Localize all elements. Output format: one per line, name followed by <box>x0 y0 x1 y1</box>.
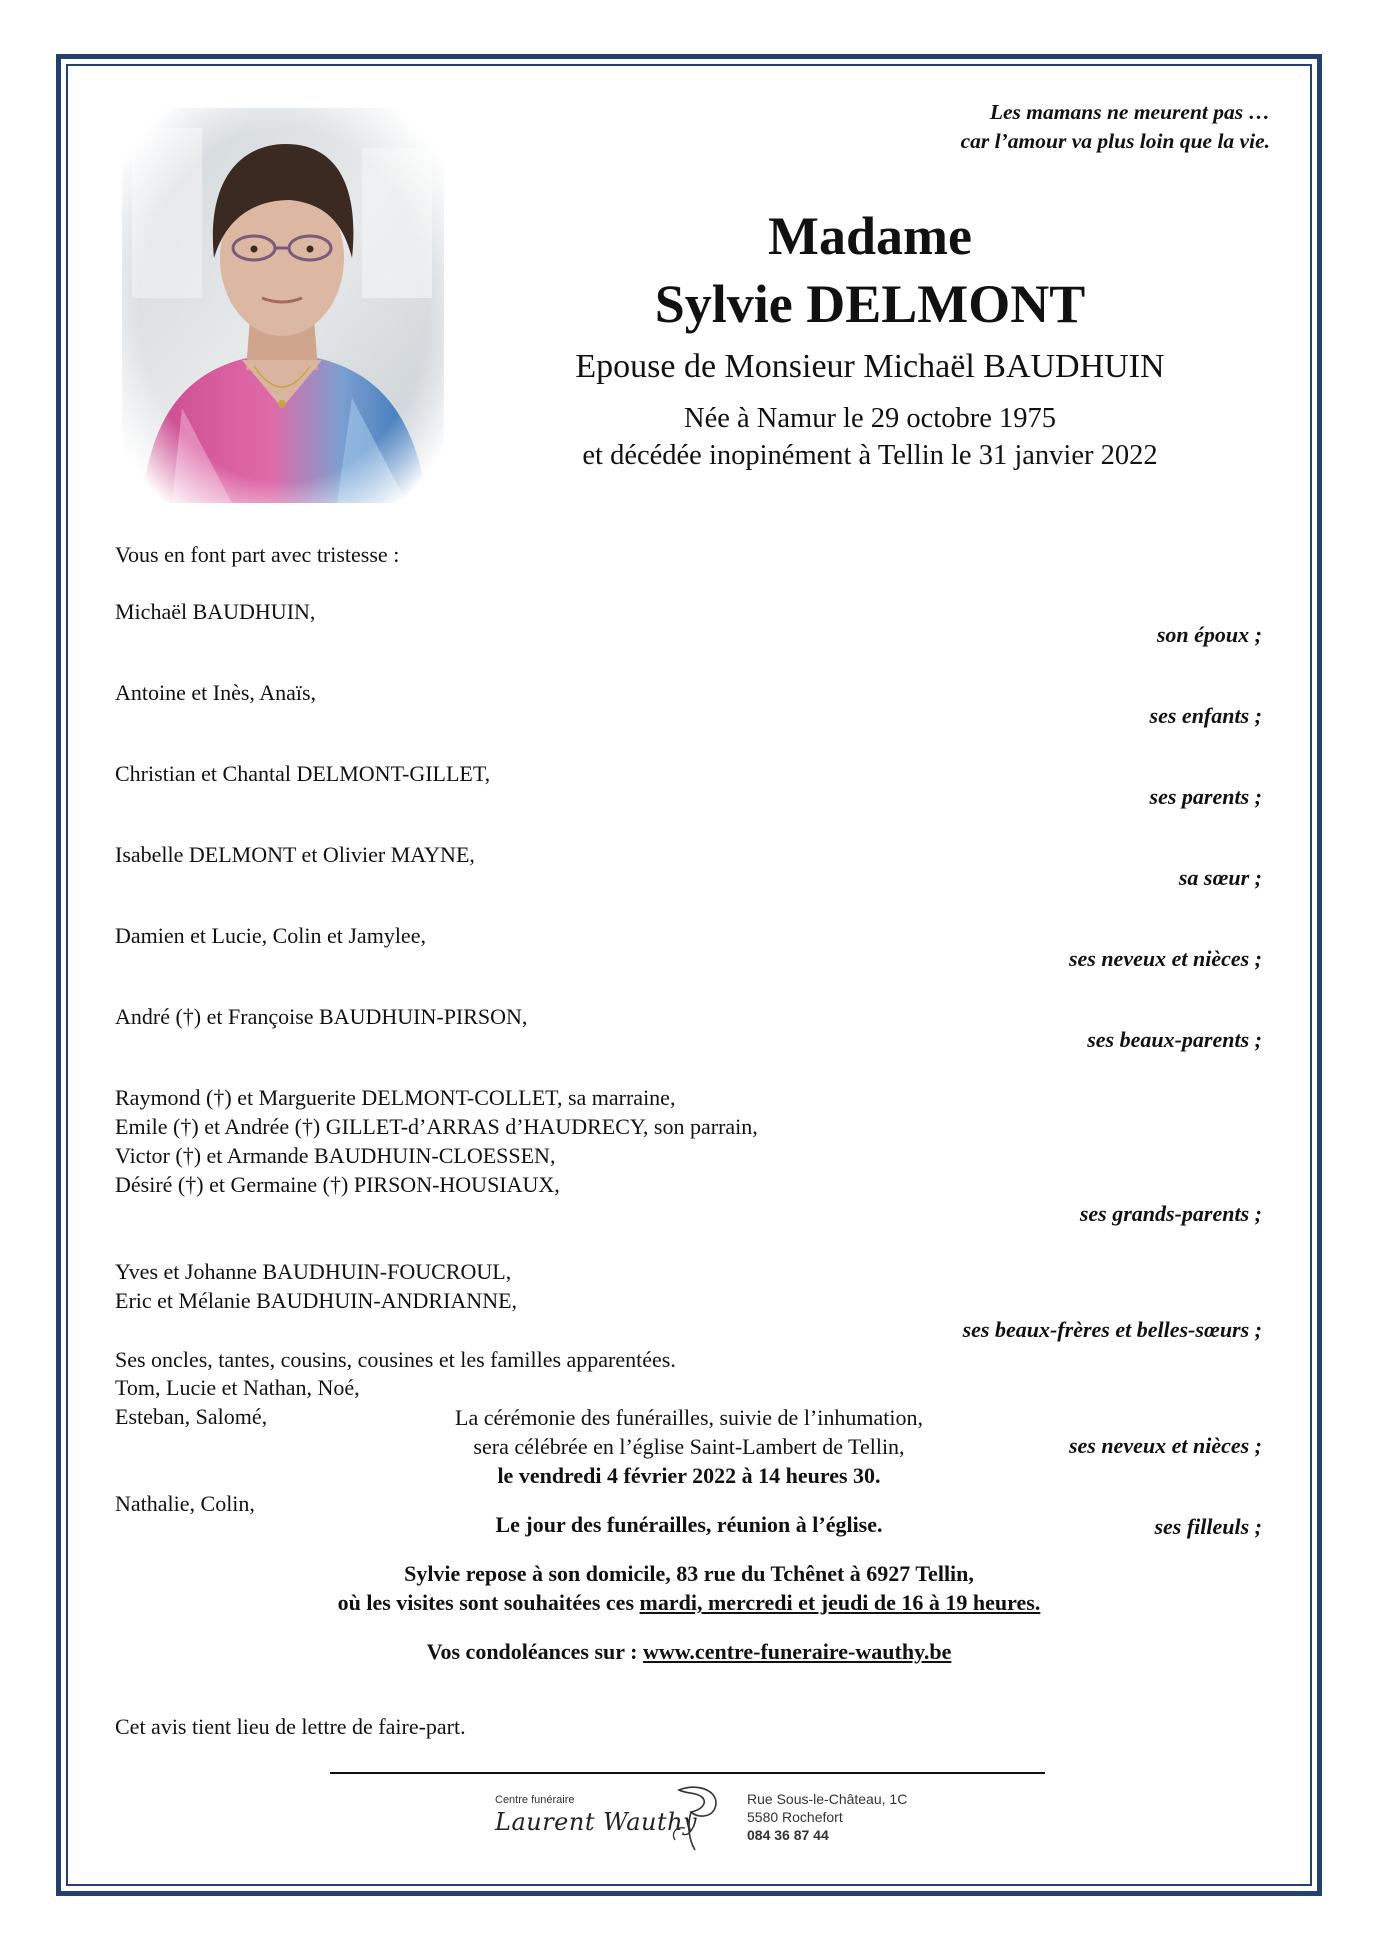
ceremony-line-2: sera célébrée en l’église Saint-Lambert de Tellin, <box>473 1434 905 1459</box>
family-group <box>115 921 1262 973</box>
death-line: et décédée inopinément à Tellin le 31 janvier 2022 <box>582 440 1158 471</box>
family-relation-label: ses parents ; <box>1149 784 1262 809</box>
family-relation-label: ses enfants ; <box>1149 703 1262 728</box>
family-relation-label: ses beaux-frères et belles-sœurs ; <box>962 1317 1262 1342</box>
family-member-line: André (†) et Françoise BAUDHUIN-PIRSON, <box>115 1004 528 1029</box>
family-group <box>115 1257 1262 1344</box>
logo-small-label: Centre funéraire <box>495 1794 575 1806</box>
family-member-line: Yves et Johanne BAUDHUIN-FOUCROUL, <box>115 1259 512 1284</box>
rest-location-line: Sylvie repose à son domicile, 83 rue du Tchênet à 6927 Tellin, <box>404 1561 974 1586</box>
family-relation-label: sa sœur ; <box>1178 865 1262 890</box>
honorific-title: Madame <box>768 206 972 266</box>
ceremony-line-1: La cérémonie des funérailles, suivie de l’inhumation, <box>455 1405 923 1430</box>
family-member-line: Damien et Lucie, Colin et Jamylee, <box>115 923 426 948</box>
deceased-identity <box>470 204 1270 474</box>
family-relation-label: ses beaux-parents ; <box>1087 1027 1262 1052</box>
birth-line: Née à Namur le 29 octobre 1975 <box>684 403 1056 434</box>
calla-lily-icon <box>665 1782 725 1852</box>
epigraph-line-1: Les mamans ne meurent pas … <box>989 100 1270 124</box>
family-group <box>115 1083 1262 1228</box>
funeral-home-logo <box>495 1782 1015 1866</box>
footer-divider <box>330 1772 1045 1774</box>
deceased-name: Sylvie DELMONT <box>654 274 1086 334</box>
family-group <box>115 678 1262 730</box>
visitation-details <box>200 1559 1178 1617</box>
family-names <box>115 1083 1262 1199</box>
family-group <box>115 759 1262 811</box>
ceremony-details <box>200 1403 1178 1490</box>
intro-line: Vous en font part avec tristesse : <box>115 542 400 567</box>
spouse-line: Epouse de Monsieur Michaël BAUDHUIN <box>575 348 1165 385</box>
family-relation-label: ses grands-parents ; <box>1079 1201 1262 1226</box>
family-relation-label: ses neveux et nièces ; <box>1068 946 1262 971</box>
family-member-line: Désiré (†) et Germaine (†) PIRSON-HOUSIAUX, <box>115 1172 560 1197</box>
visiting-hours-days: mardi, mercredi et jeudi de 16 à 19 heures. <box>639 1590 1041 1615</box>
family-member-line: Tom, Lucie et Nathan, Noé, <box>115 1375 360 1400</box>
family-relation-label: ses neveux et nièces ; <box>1068 1433 1262 1458</box>
ceremony-date: le vendredi 4 février 2022 à 14 heures 30. <box>497 1463 881 1488</box>
condolences-prefix: Vos condoléances sur : <box>426 1639 643 1664</box>
visiting-hours-prefix: où les visites sont souhaitées ces <box>337 1590 640 1615</box>
family-relation-label: ses filleuls ; <box>1154 1514 1262 1539</box>
family-group <box>115 597 1262 649</box>
address-city: 5580 Rochefort <box>747 1809 843 1825</box>
family-member-line: Antoine et Inès, Anaïs, <box>115 680 317 705</box>
family-member-line: Isabelle DELMONT et Olivier MAYNE, <box>115 842 475 867</box>
family-group <box>115 1002 1262 1054</box>
family-member-line: Raymond (†) et Marguerite DELMONT-COLLET, sa marraine, <box>115 1085 676 1110</box>
portrait-illustration <box>122 108 444 503</box>
family-member-line: Christian et Chantal DELMONT-GILLET, <box>115 761 491 786</box>
epigraph <box>961 98 1270 156</box>
family-group <box>115 840 1262 892</box>
family-relation-label: son époux ; <box>1156 622 1262 647</box>
address-street: Rue Sous-le-Château, 1C <box>747 1791 908 1807</box>
epigraph-line-2: car l’amour va plus loin que la vie. <box>960 129 1270 153</box>
family-member-line: Eric et Mélanie BAUDHUIN-ANDRIANNE, <box>115 1288 518 1313</box>
condolences-link[interactable]: www.centre-funeraire-wauthy.be <box>642 1639 952 1664</box>
closing-line: Cet avis tient lieu de lettre de faire-part. <box>115 1714 466 1739</box>
extended-family-line: Ses oncles, tantes, cousins, cousines et les familles apparentées. <box>115 1347 676 1372</box>
visiting-hours-line <box>200 1588 1178 1617</box>
funeral-home-address <box>747 1790 907 1844</box>
phone-number: 084 36 87 44 <box>747 1827 829 1843</box>
family-member-line: Michaël BAUDHUIN, <box>115 599 316 624</box>
condolences-line <box>200 1637 1178 1666</box>
family-member-line: Victor (†) et Armande BAUDHUIN-CLOESSEN, <box>115 1143 556 1168</box>
family-member-line: Emile (†) et Andrée (†) GILLET-d’ARRAS d’HAUDRECY, son parrain, <box>115 1114 758 1139</box>
gathering-line: Le jour des funérailles, réunion à l’église. <box>495 1512 883 1537</box>
logo-script-name: Laurent Wauthy <box>495 1808 698 1836</box>
family-member-line: Nathalie, Colin, <box>115 1491 255 1516</box>
portrait-photo <box>122 108 444 503</box>
family-member-line: Esteban, Salomé, <box>115 1404 268 1429</box>
ceremony-block <box>200 1403 1178 1686</box>
family-names <box>115 1257 1262 1315</box>
